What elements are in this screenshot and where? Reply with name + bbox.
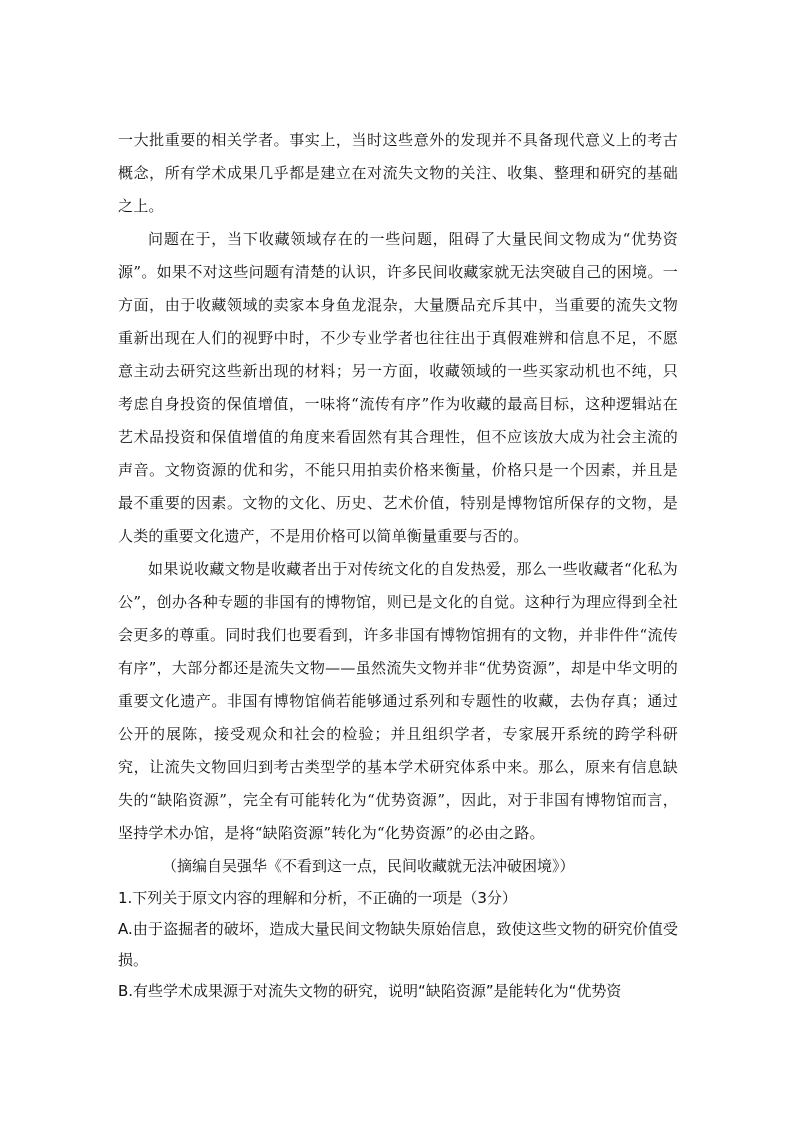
article-paragraph-2: 问题在于，当下收藏领域存在的一些问题，阻碍了大量民间文物成为“优势资源”。如果不对这些问题有清楚的认识，许多民间收藏家就无法突破自己的困境。一方面，由于收藏领域的卖家本身鱼龙混杂，大量赝品充斥其中，当重要的流失文物重新出现在人们的视野中时，不少专业学者也往往出于真假难辨和信息不足，不愿意主动去研究这些新出现的材料；另一方面，收藏领域的一些买家动机也不纯，只考虑自身投资的保值增值，一味将“流传有序”作为收藏的最高目标，这种逻辑站在艺术品投资和保值增值的角度来看固然有其合理性，但不应该放大成为社会主流的声音。文物资源的优和劣，不能只用拍卖价格来衡量，价格只是一个因素，并且是最不重要的因素。文物的文化、历史、艺术价值，特别是博物馆所保存的文物，是人类的重要文化遗产，不是用价格可以简单衡量重要与否的。 (118, 230, 678, 545)
article-source: （摘编自吴强华《不看到这一点，民间收藏就无法冲破困境》） (162, 857, 575, 875)
question-option-a: A.由于盗掘者的破坏，造成大量民间文物缺失原始信息，致使这些文物的研究价值受损。 (118, 920, 678, 969)
article-paragraph-1: 一大批重要的相关学者。事实上，当时这些意外的发现并不具备现代意义上的考古概念，所有学术成果几乎都是建立在对流失文物的关注、收集、整理和研究的基础之上。 (118, 131, 678, 215)
document-content (118, 124, 678, 1007)
question-stem: 1.下列关于原文内容的理解和分析，不正确的一项是（3分） (118, 889, 517, 907)
article-paragraph-3: 如果说收藏文物是收藏者出于对传统文化的自发热爱，那么一些收藏者“化私为公”，创办各种专题的非国有的博物馆，则已是文化的自觉。这种行为理应得到全社会更多的尊重。同时我们也要看到，许多非国有博物馆拥有的文物，并非件件“流传有序”，大部分都还是流失文物——虽然流失文物并非“优势资源”，却是中华文明的重要文化遗产。非国有博物馆倘若能够通过系列和专题性的收藏，去伪存真；通过公开的展陈，接受观众和社会的检验；并且组织学者，专家展开系统的跨学科研究，让流失文物回归到考古类型学的基本学术研究体系中来。那么，原来有信息缺失的“缺陷资源”，完全有可能转化为“优势资源”，因此，对于非国有博物馆而言，坚持学术办馆，是将“缺陷资源”转化为“化势资源”的必由之路。 (118, 560, 678, 842)
question-option-b: B.有些学术成果源于对流失文物的研究，说明“缺陷资源”是能转化为“优势资 (118, 982, 622, 1000)
